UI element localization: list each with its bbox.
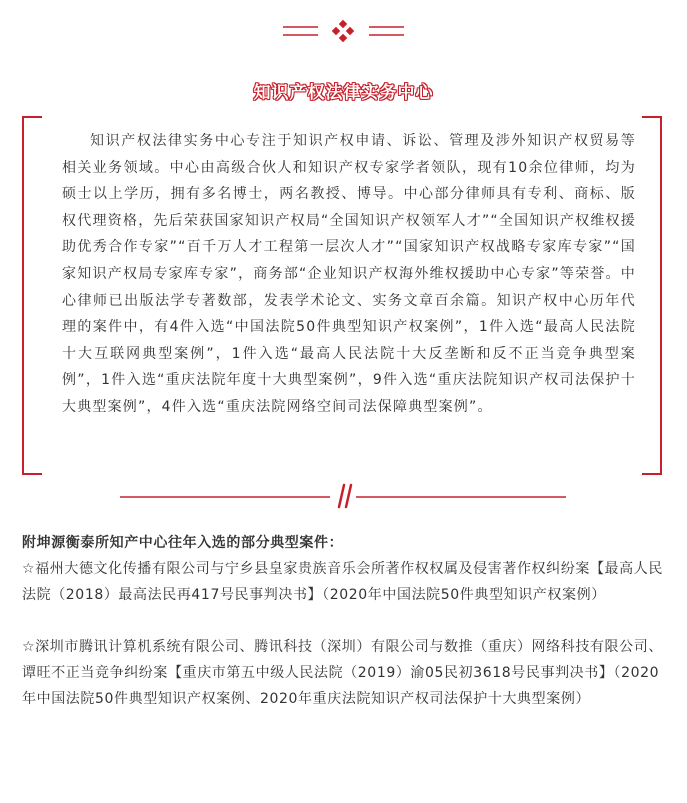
section-divider [0,480,687,510]
right-bracket [642,116,662,475]
case-item: ☆福州大德文化传播有限公司与宁乡县皇家贵族音乐会所著作权权属及侵害著作权纠纷案【最高人民法院（2018）最高法民再417号民事判决书】（2020年中国法院50件典型知识产权案例） [22,561,663,603]
case-spacer [22,608,667,634]
intro-paragraph: 知识产权法律实务中心专注于知识产权申请、诉讼、管理及涉外知识产权贸易等相关业务领域。中心由高级合伙人和知识产权专家学者领队，现有10余位律师，均为硕士以上学历，拥有多名博士，两名教授、博导。中心部分律师具有专利、商标、版权代理资格，先后荣获国家知识产权局“全国知识产权领军人才”“全国知识产权维权援助优秀合作专家”“百千万人才工程第一层次人才”“国家知识产权战略专家库专家”“国家知识产权局专家库专家”，商务部“企业知识产权海外维权援助中心专家”等荣誉。中心律师已出版法学专著数部，发表学术论文、实务文章百余篇。知识产权中心历年代理的案件中，有4件入选“中国法院50件典型知识产权案例”，1件入选“最高人民法院十大互联网典型案例”，1件入选“最高人民法院十大反垄断和反不正当竞争典型案例”，1件入选“重庆法院年度十大典型案例”，9件入选“重庆法院知识产权司法保护十大典型案例”，4件入选“重庆法院网络空间司法保障典型案例”。 [62,133,636,415]
double-slash-icon [339,485,351,507]
diamond-cluster-icon [332,20,354,42]
case-list-heading: 附坤源衡泰所知产中心往年入选的部分典型案件： [22,535,344,551]
left-bracket [22,116,42,475]
case-item: ☆深圳市腾讯计算机系统有限公司、腾讯科技（深圳）有限公司与数推（重庆）网络科技有限公司、谭旺不正当竞争纠纷案【重庆市第五中级人民法院（2019）渝05民初3618号民事判决书】（2020年中国法院50件典型知识产权案例、2020年重庆法院知识产权司法保护十大典型案例） [22,639,663,707]
section-heading: 知识产权法律实务中心 [253,83,434,103]
case-list [22,530,667,712]
top-ornament [0,18,687,44]
